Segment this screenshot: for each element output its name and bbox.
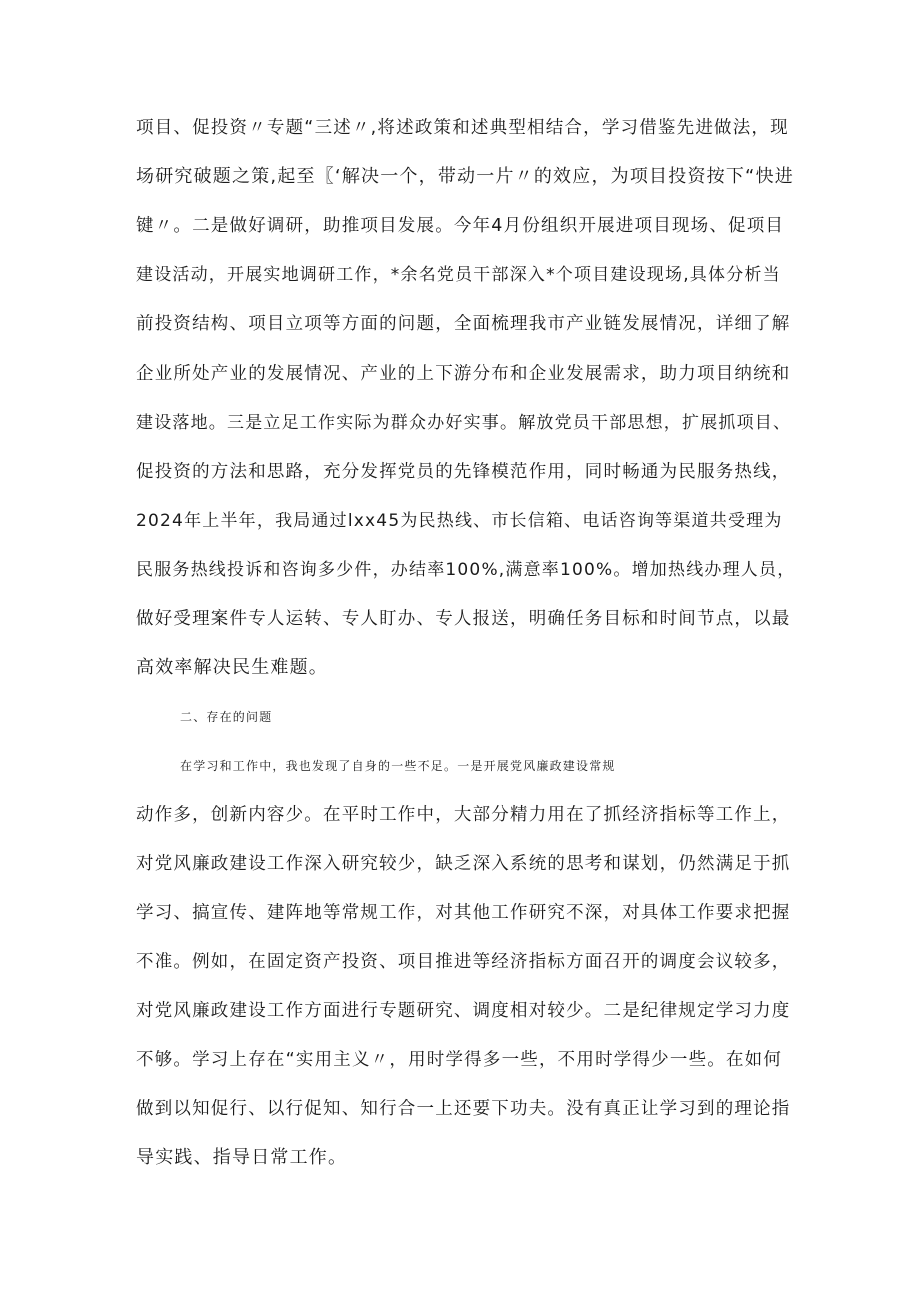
text-line: 动作多，创新内容少。在平时工作中，大部分精力用在了抓经济指标等工作上，: [136, 805, 791, 825]
text-line: 建设活动，开展实地调研工作，*余名党员干部深入*个项目建设现场,具体分析当: [136, 265, 781, 285]
text-line: 企业所处产业的发展情况、产业的上下游分布和企业发展需求，助力项目纳统和: [136, 364, 791, 384]
text-line: 不够。学习上存在“实用主义〃，用时学得多一些，不用时学得少一些。在如何: [136, 1050, 783, 1070]
text-line: 做好受理案件专人运转、专人盯办、专人报送，明确任务目标和时间节点，以最: [136, 609, 791, 629]
text-line: 做到以知促行、以行促知、知行合一上还要下功夫。没有真正让学习到的理论指: [136, 1099, 791, 1119]
text-line: 对党风廉政建设工作方面进行专题研究、调度相对较少。二是纪律规定学习力度: [136, 1001, 791, 1021]
text-line: 导实践、指导日常工作。: [136, 1147, 348, 1168]
text-line: 场研究破题之策,起至〖‘解决一个，带动一片〃的效应，为项目投资按下“快进: [136, 166, 794, 187]
text-line: 建设落地。三是立足工作实际为群众办好实事。解放党员干部思想，扩展抓项目、: [136, 413, 792, 433]
text-line: 在学习和工作中，我也发现了自身的一些不足。一是开展党风廉政建设常规: [180, 759, 616, 773]
section-heading: 二、存在的问题: [180, 710, 273, 724]
text-line: 民服务热线投诉和咨询多少件，办结率100%,满意率100%。增加热线办理人员，: [136, 560, 796, 580]
text-line: 促投资的方法和思路，充分发挥党员的先锋模范作用，同时畅通为民服务热线，: [136, 462, 791, 482]
text-line: 学习、搞宣传、建阵地等常规工作，对其他工作研究不深，对具体工作要求把握: [136, 903, 791, 923]
text-line: 高效率解决民生难题。: [136, 657, 328, 678]
text-line: 不准。例如，在固定资产投资、项目推进等经济指标方面召开的调度会议较多，: [136, 952, 791, 972]
text-line: 对党风廉政建设工作深入研究较少，缺乏深入系统的思考和谋划，仍然满足于抓: [136, 854, 791, 874]
text-line: 前投资结构、项目立项等方面的问题，全面梳理我市产业链发展情况，详细了解: [136, 314, 791, 334]
text-line: 2024年上半年，我局通过lxx45为民热线、市长信箱、电话咨询等渠道共受理为: [136, 511, 783, 531]
text-line: 项目、促投资〃专题“三述〃,将述政策和述典型相结合，学习借鉴先进做法，现: [136, 118, 789, 138]
text-line: 键〃。二是做好调研，助推项目发展。今年4月份组织开展进项目现场、促项目: [136, 216, 785, 236]
